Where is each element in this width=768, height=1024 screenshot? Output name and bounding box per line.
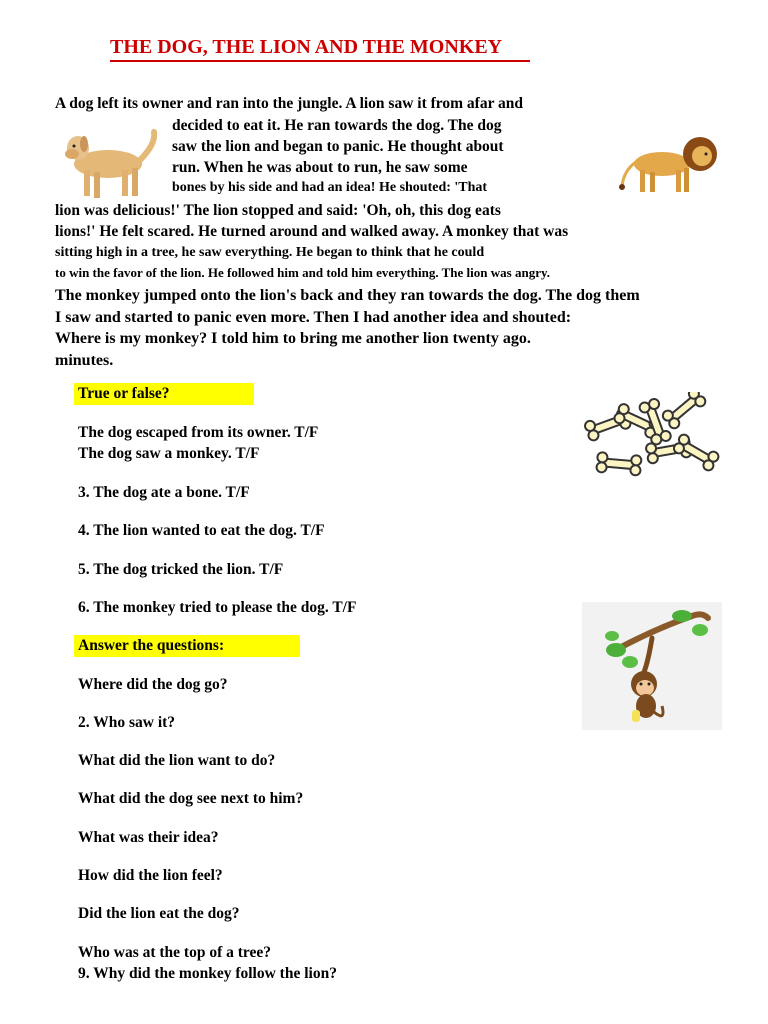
story-line: saw the lion and began to panic. He thought about bbox=[172, 138, 504, 155]
story-line: Where is my monkey? I told him to bring me another lion twenty ago. bbox=[55, 330, 531, 347]
true-false-item: 6. The monkey tried to please the dog. T/F bbox=[78, 599, 357, 616]
question-item: 9. Why did the monkey follow the lion? bbox=[78, 965, 337, 982]
story-line: run. When he was about to run, he saw some bbox=[172, 159, 468, 176]
monkey-illustration bbox=[582, 602, 722, 730]
story-line: decided to eat it. He ran towards the dog. The dog bbox=[172, 117, 502, 134]
questions-heading: Answer the questions: bbox=[74, 635, 300, 657]
story-line: minutes. bbox=[55, 352, 114, 369]
question-item: What did the lion want to do? bbox=[78, 752, 276, 769]
story-line: sitting high in a tree, he saw everything. He began to think that he could bbox=[55, 245, 485, 260]
bones-illustration bbox=[578, 392, 726, 484]
question-item: What did the dog see next to him? bbox=[78, 790, 304, 807]
true-false-item: 5. The dog tricked the lion. T/F bbox=[78, 561, 284, 578]
question-item: How did the lion feel? bbox=[78, 867, 223, 884]
question-item: Did the lion eat the dog? bbox=[78, 905, 240, 922]
question-item: Where did the dog go? bbox=[78, 676, 228, 693]
true-false-item: The dog escaped from its owner. T/F bbox=[78, 424, 319, 441]
story-line: A dog left its owner and ran into the jungle. A lion saw it from afar and bbox=[55, 95, 524, 112]
title-underline bbox=[110, 60, 530, 62]
true-false-item: 3. The dog ate a bone. T/F bbox=[78, 484, 250, 501]
page-title: THE DOG, THE LION AND THE MONKEY bbox=[110, 36, 503, 58]
true-false-item: 4. The lion wanted to eat the dog. T/F bbox=[78, 522, 325, 539]
true-false-item: The dog saw a monkey. T/F bbox=[78, 445, 260, 462]
story-line: The monkey jumped onto the lion's back and they ran towards the dog. The dog them bbox=[55, 287, 640, 304]
question-item: What was their idea? bbox=[78, 829, 219, 846]
story-line: lion was delicious!' The lion stopped and said: 'Oh, oh, this dog eats bbox=[55, 202, 501, 219]
question-item: Who was at the top of a tree? bbox=[78, 944, 272, 961]
dog-illustration bbox=[58, 124, 160, 202]
question-item: 2. Who saw it? bbox=[78, 714, 176, 731]
story-line: I saw and started to panic even more. Then I had another idea and shouted: bbox=[55, 309, 572, 326]
lion-illustration bbox=[618, 130, 720, 198]
story-line: lions!' He felt scared. He turned around and walked away. A monkey that was bbox=[55, 223, 569, 240]
story-line: bones by his side and had an idea! He shouted: 'That bbox=[172, 180, 488, 195]
story-line: to win the favor of the lion. He followed him and told him everything. The lion was angry. bbox=[55, 265, 550, 280]
true-false-heading: True or false? bbox=[74, 383, 254, 405]
